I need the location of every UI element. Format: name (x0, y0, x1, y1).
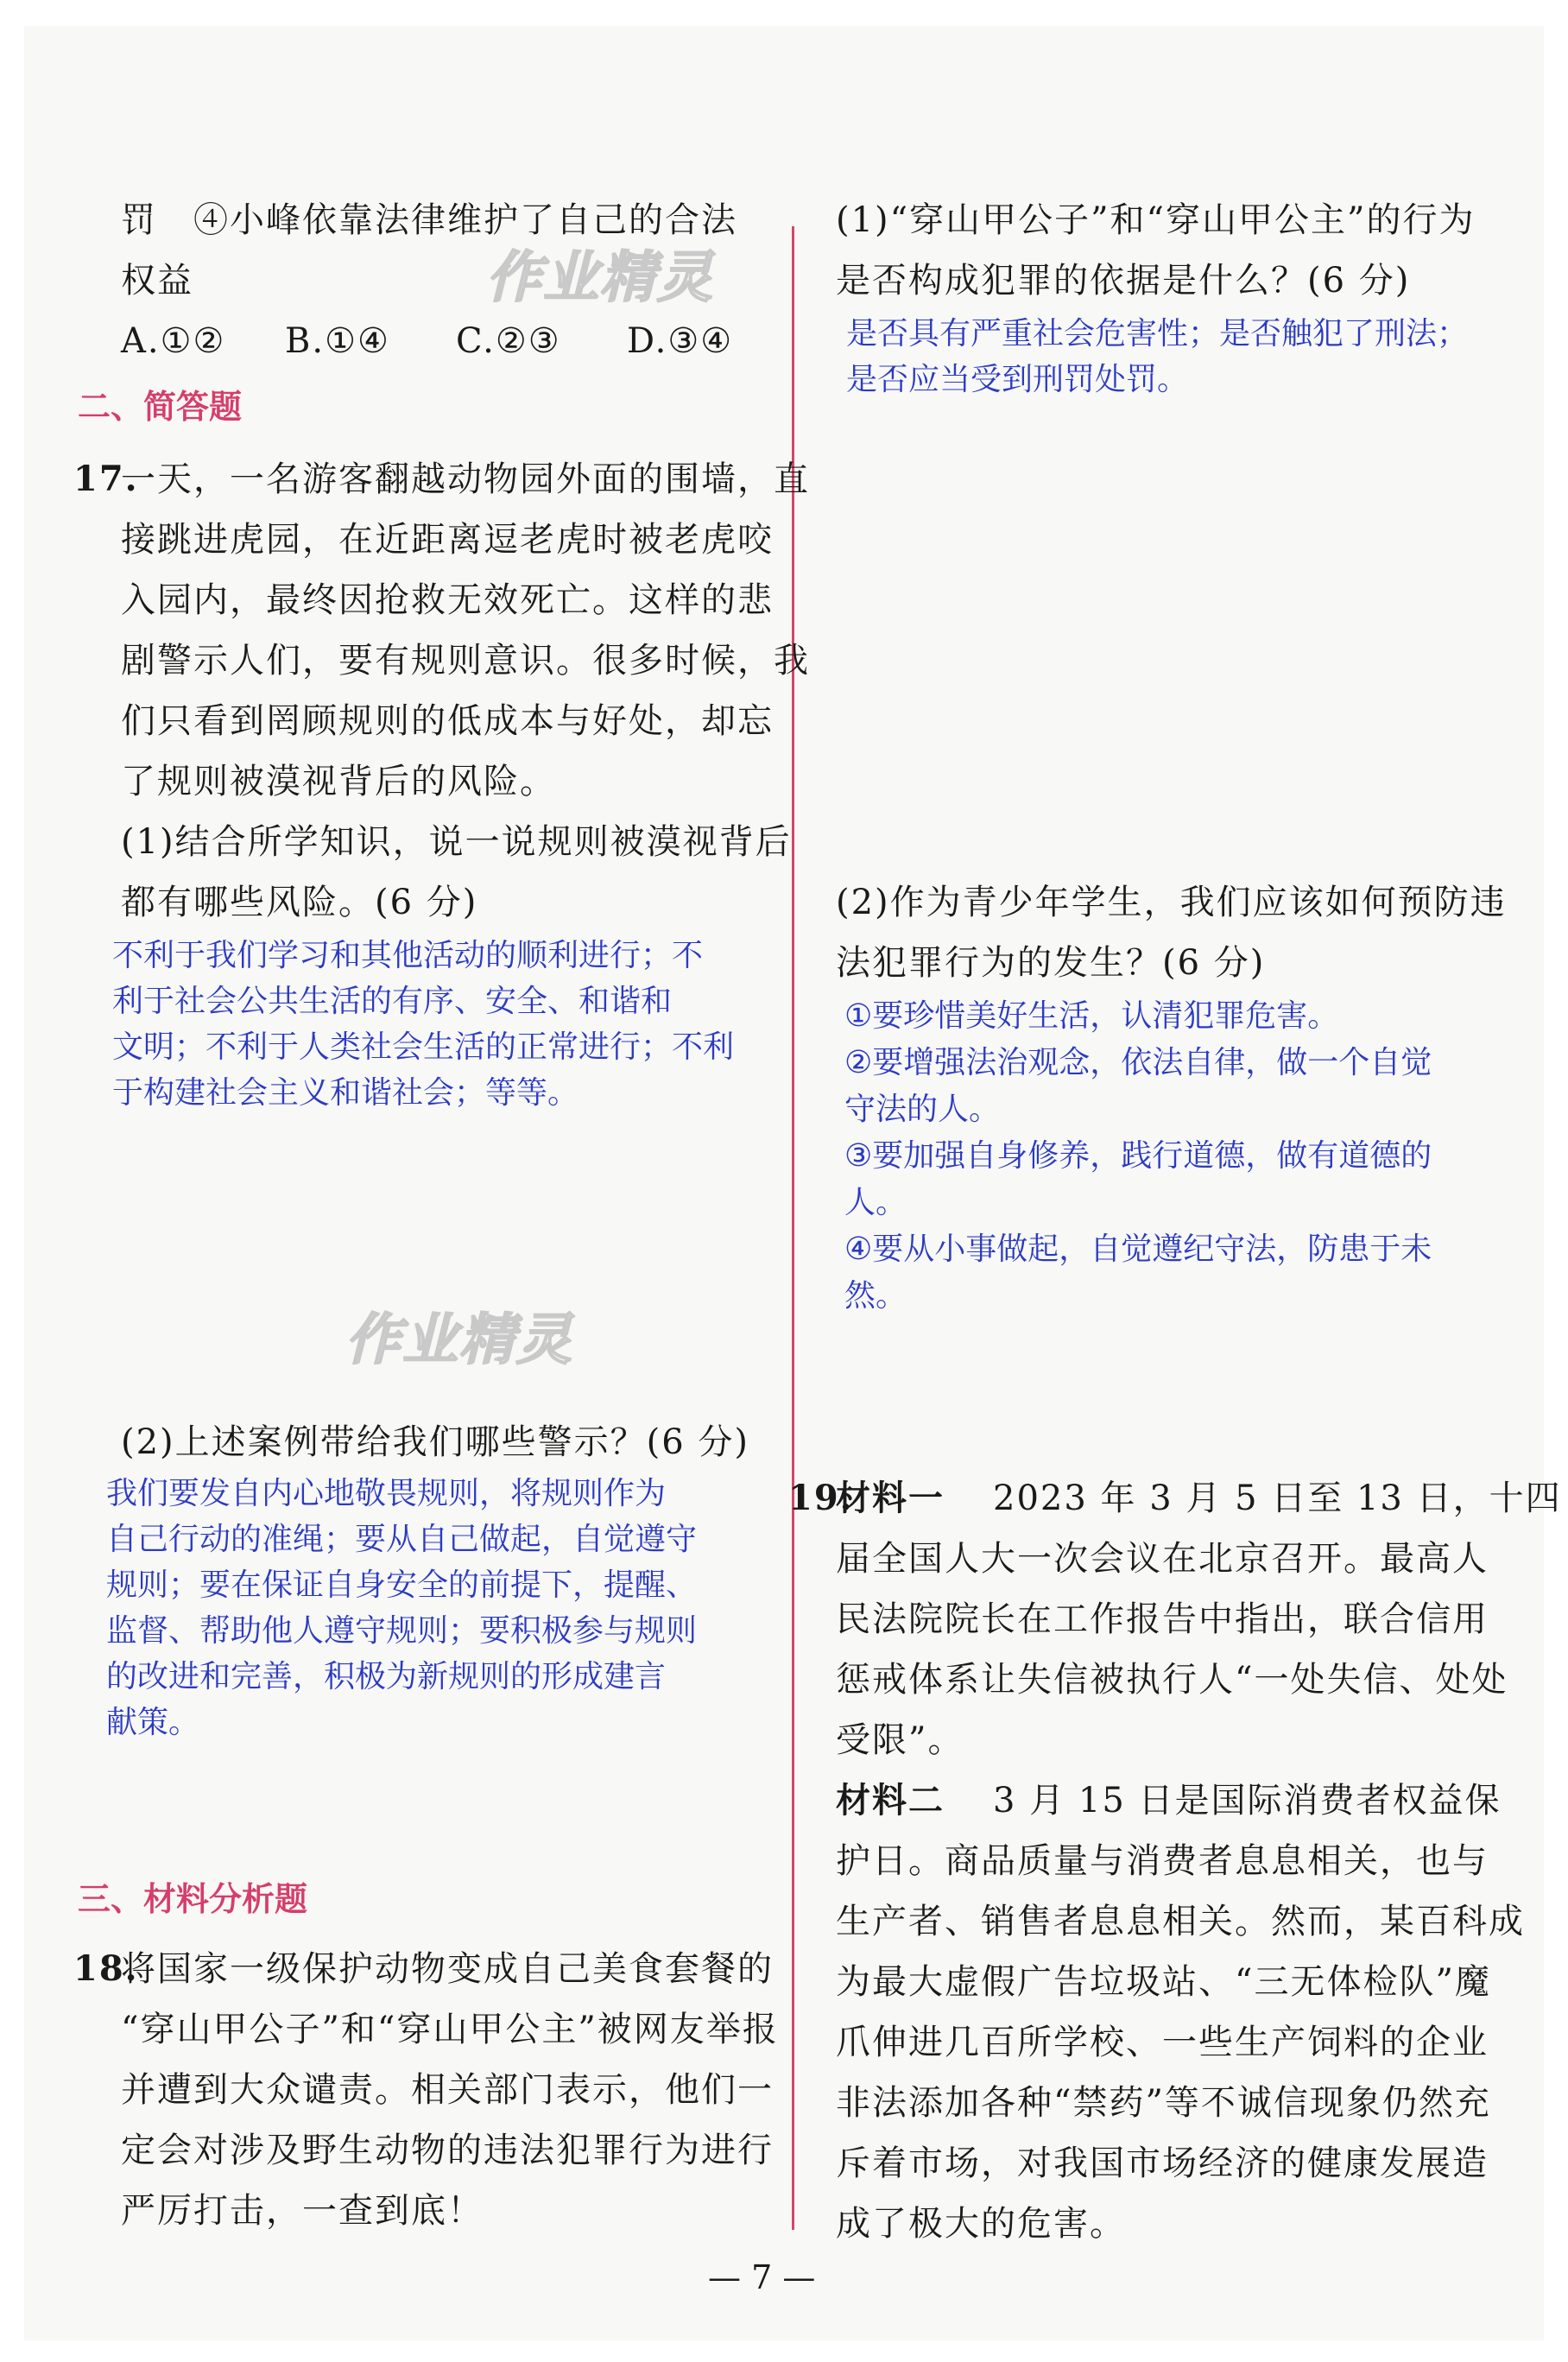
q17-sub2-answer-line: 规则；要在保证自身安全的前提下，提醒、 (106, 1567, 698, 1603)
q19-material1-line: 届全国人大一次会议在北京召开。最高人 (836, 1539, 1489, 1579)
q19-material2-line: 生产者、销售者息息相关。然而，某百科成 (836, 1902, 1525, 1941)
q17-line: 剧警示人们，要有规则意识。很多时候，我 (121, 641, 810, 681)
q19-material2-line: 爪伸进几百所学校、一些生产饲料的企业 (836, 2023, 1489, 2062)
option-c: C.②③ (456, 321, 561, 361)
q18-number: 18. (73, 1948, 139, 1989)
q18-sub1-prompt: (1)“穿山甲公子”和“穿山甲公主”的行为 (836, 200, 1476, 240)
q19-material2-line: 护日。商品质量与消费者息息相关，也与 (836, 1841, 1489, 1881)
q19-material2-line: 为最大虚假广告垃圾站、“三无体检队”魔 (836, 1962, 1491, 2002)
q19-material2-line: 成了极大的危害。 (836, 2204, 1126, 2244)
q19-material2-line: 非法添加各种“禁药”等不诚信现象仍然充 (836, 2083, 1491, 2123)
q18-sub1-prompt: 是否构成犯罪的依据是什么？(6 分) (836, 261, 1411, 301)
q17-sub1-answer-line: 于构建社会主义和谐社会；等等。 (112, 1075, 579, 1111)
watermark-logo: 作业精灵 (486, 246, 714, 310)
q17-sub2-answer-line: 监督、帮助他人遵守规则；要积极参与规则 (106, 1613, 698, 1649)
q16-tail-line-1: 罚 ④小峰依靠法律维护了自己的合法 (121, 200, 737, 240)
option-d: D.③④ (627, 321, 734, 361)
q17-number: 17. (73, 459, 139, 499)
section-heading-short-answer: 二、简答题 (78, 388, 243, 426)
q18-sub2-answer-line: 人。 (844, 1185, 907, 1220)
q17-sub1-answer-line: 文明；不利于人类社会生活的正常进行；不利 (112, 1029, 735, 1065)
q17-line: 一天，一名游客翻越动物园外面的围墙，直 (121, 459, 810, 499)
column-divider (792, 226, 794, 2230)
q19-material1-line: 受限”。 (836, 1720, 964, 1760)
q18-line: 并遭到大众谴责。相关部门表示，他们一 (121, 2070, 774, 2110)
watermark-logo: 作业精灵 (345, 1308, 573, 1372)
q17-line: 入园内，最终因抢救无效死亡。这样的悲 (121, 580, 774, 620)
q19-material1-label: 材料一 (836, 1478, 945, 1518)
q18-sub2-prompt: 法犯罪行为的发生？(6 分) (836, 943, 1266, 983)
q18-line: 定会对涉及野生动物的违法犯罪行为进行 (121, 2131, 774, 2170)
q18-sub2-answer-line: ①要珍惜美好生活，认清犯罪危害。 (844, 998, 1339, 1034)
q18-sub2-prompt: (2)作为青少年学生，我们应该如何预防违 (836, 883, 1507, 922)
q18-sub1-answer-line: 是否具有严重社会危害性；是否触犯了刑法； (846, 316, 1469, 351)
q19-material1-line: 惩戒体系让失信被执行人“一处失信、处处 (836, 1660, 1508, 1700)
q18-sub2-answer-line: ③要加强自身修养，践行道德，做有道德的 (844, 1138, 1432, 1174)
q17-sub2-prompt: (2)上述案例带给我们哪些警示？(6 分) (121, 1422, 750, 1462)
q18-line: “穿山甲公子”和“穿山甲公主”被网友举报 (121, 2010, 779, 2049)
q19-material2-line: 斥着市场，对我国市场经济的健康发展造 (836, 2144, 1489, 2183)
q17-line: 了规则被漠视背后的风险。 (121, 762, 556, 801)
q19-material1-line: 民法院院长在工作报告中指出，联合信用 (836, 1599, 1489, 1639)
q17-sub1-answer-line: 利于社会公共生活的有序、安全、和谐和 (112, 984, 673, 1019)
q18-sub2-answer-line: 然。 (844, 1278, 907, 1314)
q17-line: 接跳进虎园，在近距离逗老虎时被老虎咬 (121, 520, 774, 560)
option-b: B.①④ (285, 321, 390, 361)
q19-material2-line: 3 月 15 日是国际消费者权益保 (957, 1781, 1502, 1821)
q18-sub1-answer-line: 是否应当受到刑罚处罚。 (846, 362, 1189, 397)
q18-sub2-answer-line: ④要从小事做起，自觉遵纪守法，防患于未 (844, 1232, 1432, 1267)
section-heading-material-analysis: 三、材料分析题 (78, 1880, 308, 1918)
q17-sub2-answer-line: 自己行动的准绳；要从自己做起，自觉遵守 (106, 1522, 698, 1557)
option-a: A.①② (121, 321, 226, 361)
q18-sub2-answer-line: 守法的人。 (844, 1092, 1001, 1127)
q19-material2-label: 材料二 (836, 1780, 945, 1821)
q17-sub1-prompt: (1)结合所学知识，说一说规则被漠视背后 (121, 822, 792, 862)
q17-sub2-answer-line: 献策。 (106, 1705, 200, 1740)
page-sheet (24, 26, 1562, 2340)
q18-sub2-answer-line: ②要增强法治观念，依法自律，做一个自觉 (844, 1045, 1432, 1080)
q19-number: 19. (788, 1478, 854, 1518)
page-number: — 7 — (708, 2258, 816, 2296)
q19-material1-line: 2023 年 3 月 5 日至 13 日，十四 (957, 1479, 1562, 1518)
q17-sub1-prompt: 都有哪些风险。(6 分) (121, 883, 478, 922)
q17-sub1-answer-line: 不利于我们学习和其他活动的顺利进行；不 (112, 938, 704, 973)
q18-line: 严厉打击，一查到底！ (121, 2191, 484, 2231)
q17-sub2-answer-line: 我们要发自内心地敬畏规则，将规则作为 (106, 1476, 667, 1511)
q17-line: 们只看到罔顾规则的低成本与好处，却忘 (121, 701, 774, 741)
q17-sub2-answer-line: 的改进和完善，积极为新规则的形成建言 (106, 1659, 667, 1694)
q16-tail-line-2: 权益 (121, 261, 193, 301)
q18-line: 将国家一级保护动物变成自己美食套餐的 (121, 1949, 774, 1989)
